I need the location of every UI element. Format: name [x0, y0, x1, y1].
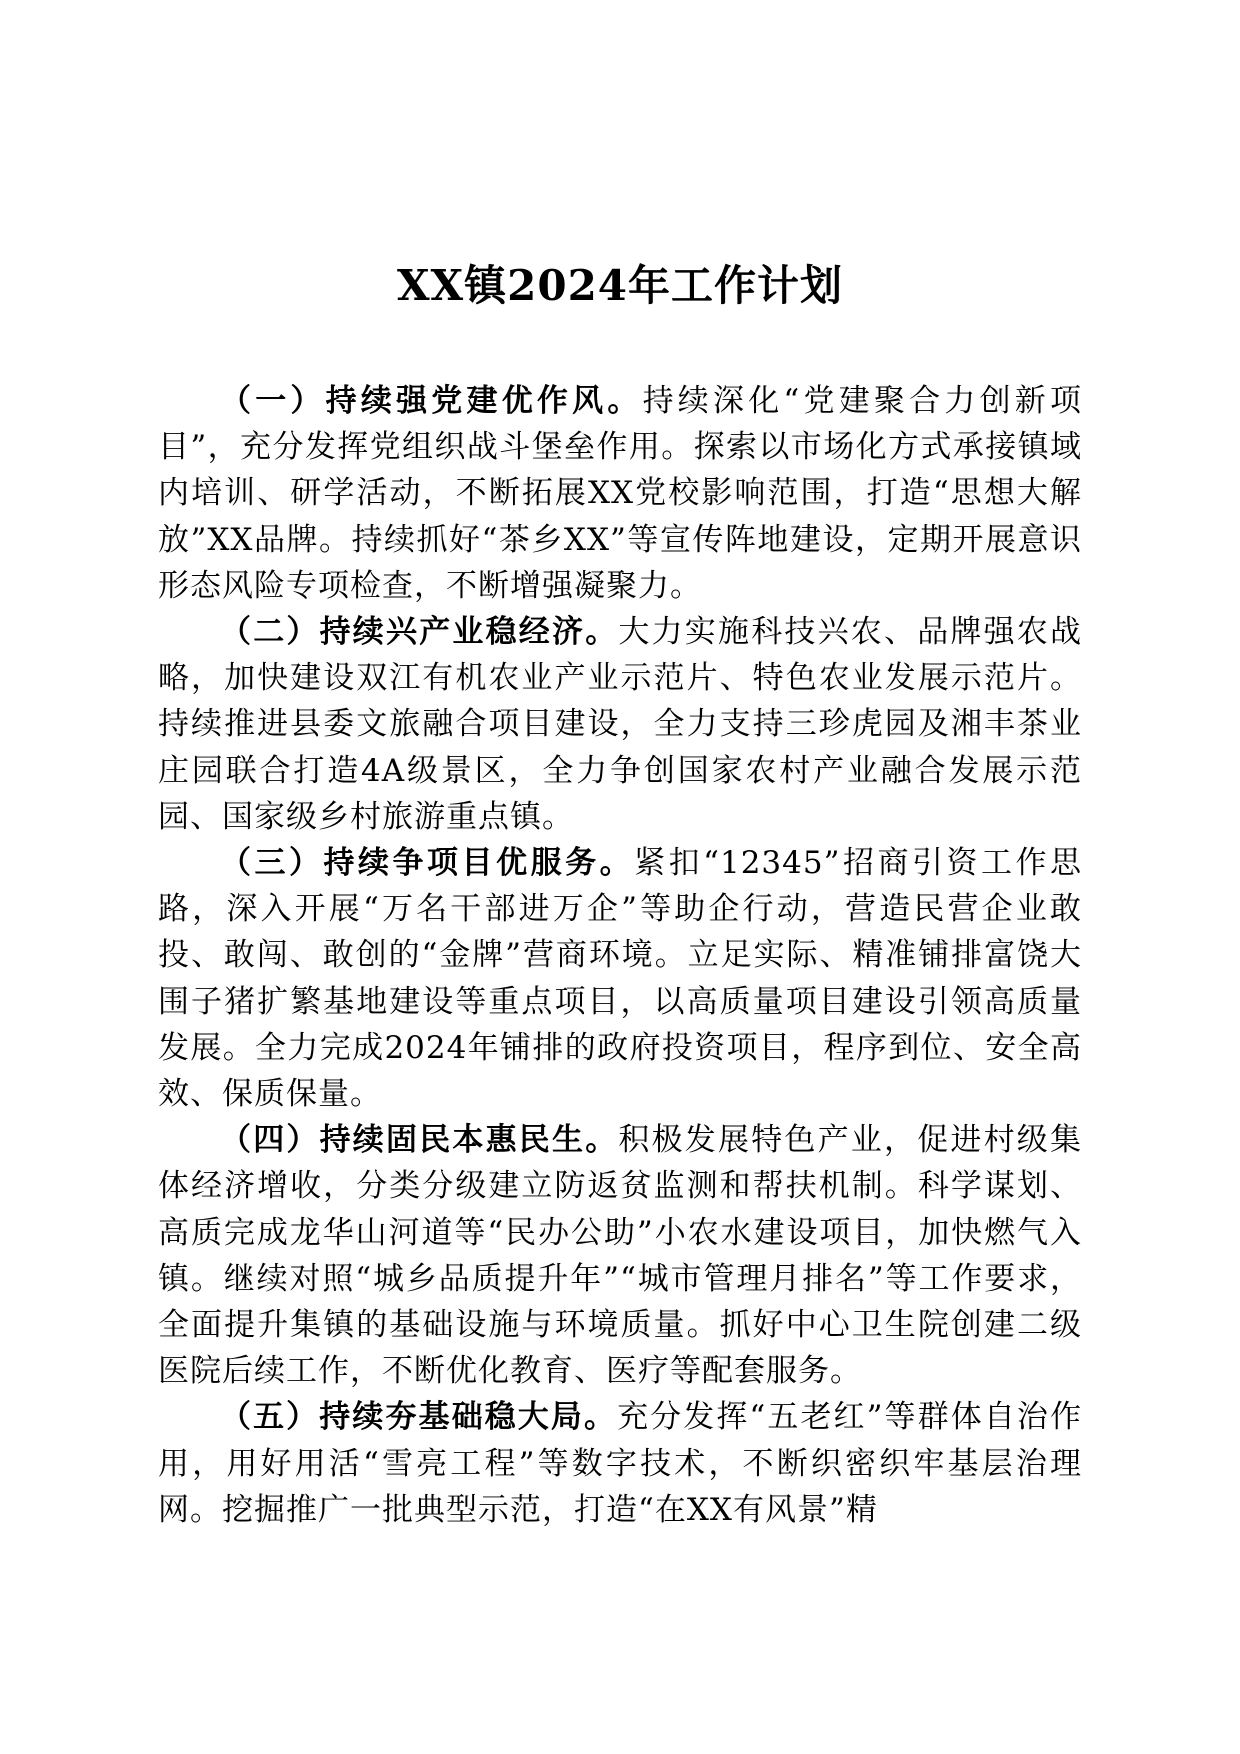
section-3-heading: （三）持续争项目优服务。: [220, 845, 635, 882]
section-5-paragraph: [158, 1394, 1082, 1533]
section-1-paragraph: [158, 378, 1082, 609]
section-2-paragraph: [158, 609, 1082, 840]
section-4-heading: （四）持续固民本惠民生。: [220, 1122, 619, 1159]
section-4-text: 积极发展特色产业，促进村级集体经济增收，分类分级建立防返贫监测和帮扶机制。科学谋划、高质完成龙华山河道等“民办公助”小农水建设项目，加快燃气入镇。继续对照“城乡品质提升年”“城市管理月排名”等工作要求，全面提升集镇的基础设施与环境质量。抓好中心卫生院创建二级医院后续工作，不断优化教育、医疗等配套服务。: [158, 1122, 1083, 1390]
section-5-text: 充分发挥“五老红”等群体自治作用，用好用活“雪亮工程”等数字技术，不断织密织牢基层治理网。挖掘推广一批典型示范，打造“在XX有风景”精: [158, 1399, 1082, 1528]
section-2-heading: （二）持续兴产业稳经济。: [220, 614, 619, 651]
section-3-text: 紧扣“12345”招商引资工作思路，深入开展“万名干部进万企”等助企行动，营造民营企业敢投、敢闯、敢创的“金牌”营商环境。立足实际、精准铺排富饶大围子猪扩繁基地建设等重点项目，以高质量项目建设引领高质量发展。全力完成2024年铺排的政府投资项目，程序到位、安全高效、保质保量。: [158, 845, 1083, 1113]
section-1-text: 持续深化“党建聚合力创新项目”，充分发挥党组织战斗堡垒作用。探索以市场化方式承接镇域内培训、研学活动，不断拓展XX党校影响范围，打造“思想大解放”XX品牌。持续抓好“茶乡XX”等宣传阵地建设，定期开展意识形态风险专项检查，不断增强凝聚力。: [158, 383, 1082, 604]
section-3-paragraph: [158, 840, 1082, 1117]
section-5-heading: （五）持续夯基础稳大局。: [220, 1399, 618, 1436]
section-1-heading: （一）持续强党建优作风。: [220, 383, 643, 419]
document-title: XX镇2024年工作计划: [396, 261, 844, 310]
section-4-paragraph: [158, 1117, 1082, 1394]
document-body: [158, 378, 1082, 1533]
section-2-text: 大力实施科技兴农、品牌强农战略，加快建设双江有机农业产业示范片、特色农业发展示范片。持续推进县委文旅融合项目建设，全力支持三珍虎园及湘丰茶业庄园联合打造4A级景区，全力争创国家农村产业融合发展示范园、国家级乡村旅游重点镇。: [158, 614, 1083, 835]
